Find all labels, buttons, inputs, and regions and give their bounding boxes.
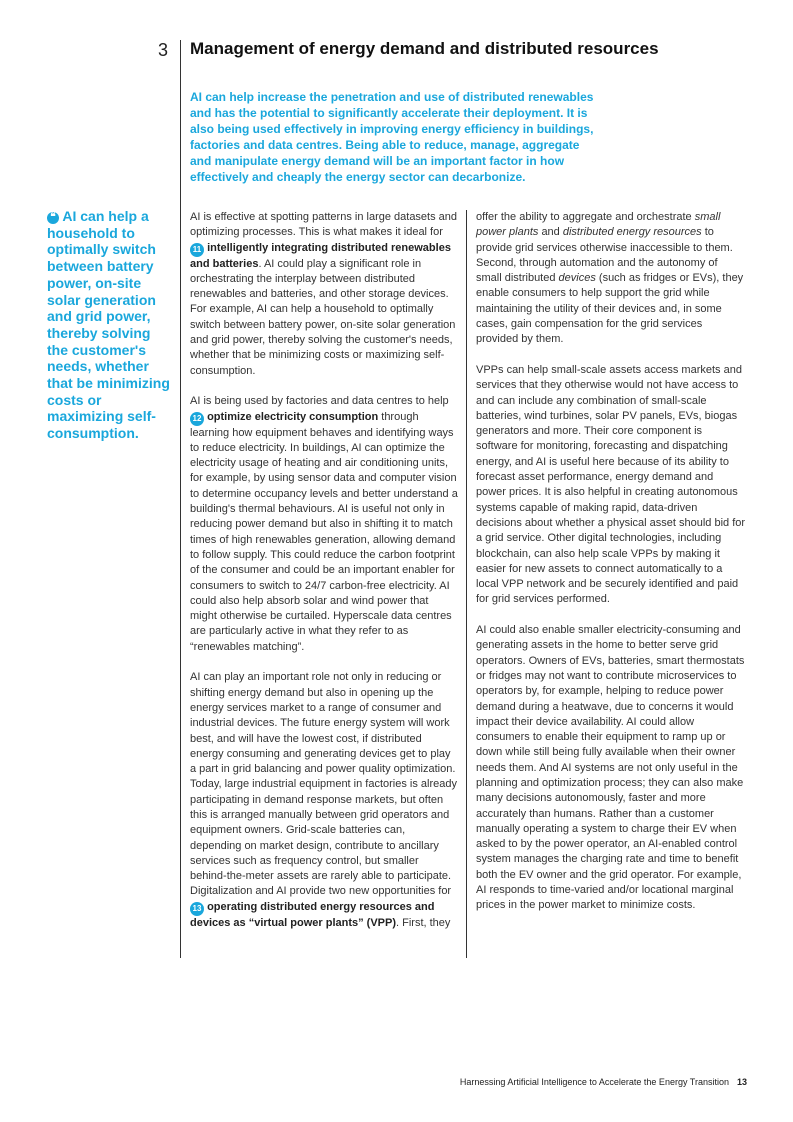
p3-mid-1: and	[541, 226, 563, 239]
p2-text-start: AI is being used by factories and data centres to help	[190, 395, 449, 408]
lead-text: AI can help increase the penetration and use of distributed renewables and has the potential to significantly accelerate their deployment. It is also being used effectively in improving energy efficiency in buildings, factories and data centres. Being able to reduce, manage, aggregate and manipulate energy demand will be an important factor in how effectively and cheaply the energy sector can decarbonize.	[190, 90, 594, 184]
p3-italic-2: energy resources	[616, 226, 702, 239]
page-number: 13	[736, 1077, 747, 1087]
p3-after-1: offer the ability to aggregate and orchestrate	[476, 211, 695, 223]
section-number: 3	[158, 40, 169, 60]
section-divider	[180, 40, 181, 958]
p1-text-start: AI is effective at spotting patterns in large datasets and optimizing processes. This is what makes it ideal for	[190, 211, 458, 239]
body-column-left	[190, 210, 458, 946]
p2-text-end: through learning how equipment behaves and identifying ways to reduce electricity. In buildings, AI can optimize the electricity usage of heating and air conditioning units, for example, by using sensor data and computer vision to determine occupancy levels and better understand a building's thermal behaviours. AI is useful not only in reducing power demand but also in shifting it to match times of high renewables generation, allowing demand to follow supply. This could reduce the carbon footprint of the consumer and could be an important enabler for consumers to switch to 24/7 carbon-free electricity. AI could also help absorb solar and wind power that might otherwise be curtailed. Hyperscale data centres are particularly active in what they refer to as “renewables matching”.	[190, 410, 458, 653]
footer-title: Harnessing Artificial Intelligence to Accelerate the Energy Transition	[459, 1077, 729, 1087]
reference-badge-13: 13	[190, 902, 204, 916]
lead-paragraph	[190, 89, 600, 185]
paragraph-vpp-markets: VPPs can help small-scale assets access markets and services that they otherwise would not have access to and can include any combination of small-scale batteries, wind turbines, solar PV panels, EVs, biogas generators and more. Their core component is software for monitoring, forecasting and dispatching energy, and AI is useful here because of its ability to forecast asset performance, energy demand and power prices. It is also helpful in creating autonomous systems capable of making rapid, data-driven decisions about whether a physical asset should bid for a grid service. Other digital technologies, including blockchain, can also help scale VPPs by making it easier for new assets to connect automatically to a local VPP network and be securely identified and paid for grid services performed.	[476, 363, 746, 606]
p2-bold-term: optimize electricity consumption	[207, 410, 379, 423]
p3-italic-3: devices	[558, 272, 596, 285]
p3-italic-1: power plants	[476, 226, 539, 239]
reference-badge-11: 11	[190, 243, 204, 257]
page-footer	[460, 1077, 747, 1087]
paragraph-energy-services-continued	[476, 210, 746, 348]
column-divider	[466, 210, 467, 958]
p3-italic-2: distributed	[562, 226, 617, 239]
page-title: Management of energy demand and distributed resources	[190, 39, 659, 58]
paragraph-energy-services-start	[190, 670, 458, 931]
p3-text-start: AI can play an important role not only in reducing or shifting energy demand but also in opening up the energy services market to a range of consumer and industrial devices. The future energy system will work best, and will have the lowest cost, if distributed energy consuming and generating devices get to play a part in grid balancing and power quality optimization. Today, large industrial equipment in factories is already participating in demand response markets, but often this is arranged manually between grid operators and equipment owners. Grid-scale batteries can, depending on market design, contribute to ancillary services such as frequency control, but smaller behind-the-meter assets are rarely able to participate. Digitalization and AI provide two new opportunities for	[190, 671, 457, 898]
body-column-right	[476, 210, 746, 929]
p3-after-3: (such as fridges or EVs), they enable consumers to help support the grid while maintaining the utility of their devices and, in some cases, gain compensation for the grid services provided by them.	[476, 272, 744, 346]
paragraph-integrating-renewables	[190, 210, 458, 379]
p1-bold-term: intelligently integrating distributed renewables and batteries	[190, 241, 451, 270]
quote-icon: ❝	[47, 212, 59, 224]
reference-badge-12: 12	[190, 412, 204, 426]
p3-after-2: to provide grid services otherwise inaccessible to them. Second, through automation and the autonomy of small distributed	[476, 226, 733, 285]
p1-text-end: . AI could play a significant role in orchestrating the interplay between distributed renewables and batteries, and other storage devices. For example, AI can help a household to optimally switch between battery power, on-site solar generation and grid power, thereby solving the customer's needs, whether that be minimizing costs or maximizing self-consumption.	[190, 257, 456, 377]
paragraph-home-assets: AI could also enable smaller electricity-consuming and generating assets in the home to better serve grid operators. Owners of EVs, batteries, smart thermostats or fridges may not want to contribute microservices to operators by, for example, helping to reduce power demand during a heatwave, due to concerns it would impact their device availability. AI could allow consumers to enable their equipment to ramp up or down while still being fully available when their owner needs them. And AI systems are not only useful in the planning and optimization process; they can also make many decisions autonomously, faster and more accurately than humans. Rather than a customer manually operating a system to charge their EV when asked to by the power operator, an AI-enabled control system manages the charging rate and time to benefit both the EV owner and the grid operator. For example, AI responds to time-varied and/or locational marginal prices in the power market to minimize costs.	[476, 624, 745, 912]
pull-quote-text: AI can help a household to optimally switch between battery power, on-site solar generation and grid power, thereby solving the customer's needs, whether that be minimizing costs or maximizing self-consumption.	[47, 208, 170, 442]
p3-bold-term: operating distributed energy resources and devices as “virtual power plants” (VPP)	[190, 900, 435, 929]
p3-italic-1: small	[694, 211, 721, 223]
paragraph-electricity-consumption	[190, 394, 458, 655]
pull-quote	[47, 208, 175, 442]
p3-after-1: . First, they	[396, 916, 451, 929]
